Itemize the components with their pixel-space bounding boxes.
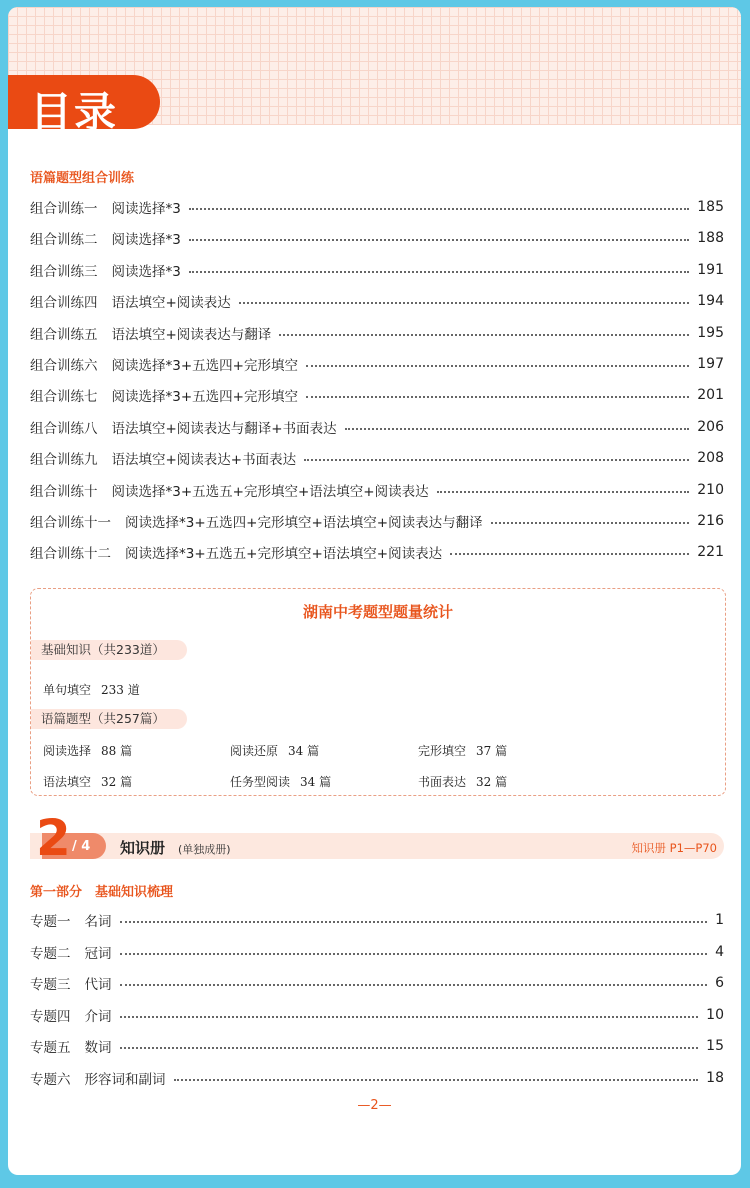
toc-leader-dots <box>120 984 708 986</box>
toc-title: 语法填空+阅读表达 <box>111 295 231 312</box>
stat-name: 阅读选择 <box>43 744 92 758</box>
toc-title: 数词 <box>84 1040 112 1057</box>
toc-label: 专题五 <box>30 1040 71 1057</box>
toc-row[interactable] <box>30 447 724 469</box>
toc-page-number: 194 <box>697 293 724 310</box>
stat-item <box>43 742 132 759</box>
toc-page-number: 206 <box>697 418 724 435</box>
toc-row[interactable] <box>30 1004 724 1026</box>
stat-item <box>418 742 507 759</box>
toc-title: 阅读选择*3 <box>111 201 181 217</box>
toc-label: 专题六 <box>30 1072 71 1088</box>
toc-title: 阅读选择*3+五选四+完形填空+语法填空+阅读表达与翻译 <box>125 515 483 531</box>
toc-title: 名词 <box>84 914 112 930</box>
page-title: 目录 <box>30 88 119 137</box>
toc-leader-dots <box>174 1079 699 1081</box>
toc-leader-dots <box>189 239 689 241</box>
toc-title: 阅读选择*3+五选四+完形填空 <box>111 389 298 406</box>
toc-label: 专题三 <box>30 977 71 994</box>
toc-row[interactable] <box>30 384 724 406</box>
toc-label: 组合训练四 <box>30 295 98 312</box>
stat-item <box>43 773 132 790</box>
stat-name: 阅读还原 <box>230 744 279 758</box>
toc-label: 组合训练十二 <box>30 546 111 563</box>
stat-count: 88 篇 <box>101 744 133 758</box>
toc-label: 组合训练二 <box>30 232 98 249</box>
toc-leader-dots <box>189 271 689 273</box>
toc-title: 形容词和副词 <box>84 1072 166 1088</box>
toc-row[interactable] <box>30 1067 724 1089</box>
toc-label: 组合训练七 <box>30 389 98 406</box>
toc-row[interactable] <box>30 322 724 344</box>
toc-page-number: 185 <box>697 199 724 215</box>
stat-count: 32 篇 <box>476 775 508 789</box>
toc-label: 组合训练一 <box>30 201 98 217</box>
toc-leader-dots <box>239 302 689 304</box>
toc-page-number: 18 <box>706 1070 724 1086</box>
toc-title: 语法填空+阅读表达+书面表达 <box>111 452 297 469</box>
toc-page-number: 10 <box>706 1006 724 1023</box>
toc-title: 阅读选择*3 <box>111 232 181 249</box>
toc-row[interactable] <box>30 227 724 249</box>
page <box>8 7 741 1175</box>
stat-name: 完形填空 <box>418 744 467 758</box>
stats-box <box>30 588 726 796</box>
toc-page-number: 188 <box>697 230 724 247</box>
toc-title: 代词 <box>84 977 112 994</box>
toc-title: 语法填空+阅读表达与翻译+书面表达 <box>111 420 337 437</box>
toc-label: 组合训练十一 <box>30 515 111 531</box>
toc-label: 专题二 <box>30 945 71 962</box>
stat-item <box>418 773 507 790</box>
toc-title: 阅读选择*3+五选五+完形填空+语法填空+阅读表达 <box>111 483 429 500</box>
toc-row[interactable] <box>30 353 724 375</box>
toc-row[interactable] <box>30 909 724 931</box>
part-number: 2 <box>36 809 71 867</box>
stat-item <box>230 773 331 790</box>
toc-label: 组合训练六 <box>30 358 98 374</box>
toc-title: 阅读选择*3+五选五+完形填空+语法填空+阅读表达 <box>125 546 443 563</box>
toc-label: 专题一 <box>30 914 71 930</box>
stat-name: 任务型阅读 <box>230 775 291 789</box>
toc-title: 语法填空+阅读表达与翻译 <box>111 326 272 343</box>
toc-page-number: 195 <box>697 324 724 341</box>
toc-leader-dots <box>491 522 690 524</box>
page-number: —2— <box>357 1098 392 1113</box>
toc-page-number: 216 <box>697 513 724 529</box>
toc-label: 组合训练五 <box>30 326 98 343</box>
toc-leader-dots <box>120 921 708 923</box>
toc-leader-dots <box>306 396 689 398</box>
stat-count: 34 篇 <box>288 744 320 758</box>
toc-page-number: 197 <box>697 356 724 372</box>
toc-leader-dots <box>189 208 689 210</box>
toc-row[interactable] <box>30 510 724 532</box>
toc-row[interactable] <box>30 479 724 501</box>
section-heading-passage: 语篇题型组合训练 <box>30 171 135 186</box>
toc-leader-dots <box>120 1016 699 1018</box>
toc-row[interactable] <box>30 1035 724 1057</box>
toc-page-number: 221 <box>697 544 724 561</box>
toc-page-number: 191 <box>697 261 724 278</box>
toc-page-number: 201 <box>697 387 724 404</box>
stat-count: 32 篇 <box>101 775 133 789</box>
toc-page-number: 15 <box>706 1038 724 1055</box>
toc-row[interactable] <box>30 259 724 281</box>
part-total: / 4 <box>72 839 91 854</box>
toc-page-number: 6 <box>715 975 724 992</box>
toc-title: 阅读选择*3+五选四+完形填空 <box>111 358 298 374</box>
stat-count: 34 篇 <box>300 775 332 789</box>
toc-row[interactable] <box>30 416 724 438</box>
part-page-range: 知识册 P1—P70 <box>631 841 717 855</box>
toc-leader-dots <box>304 459 689 461</box>
basic-knowledge-pill: 基础知识（共233道） <box>31 640 187 660</box>
stat-count: 37 篇 <box>476 744 508 758</box>
stat-name: 书面表达 <box>418 775 467 789</box>
toc-page-number: 210 <box>697 481 724 498</box>
stat-count: 233 道 <box>101 683 140 697</box>
toc-label: 组合训练三 <box>30 263 98 280</box>
toc-row[interactable] <box>30 541 724 563</box>
toc-title: 介词 <box>84 1008 112 1025</box>
passage-type-pill: 语篇题型（共257篇） <box>31 709 187 729</box>
toc-label: 组合训练十 <box>30 483 98 500</box>
toc-page-number: 4 <box>715 943 724 960</box>
stats-title: 湖南中考题型题量统计 <box>302 603 453 621</box>
toc-row[interactable] <box>30 290 724 312</box>
toc-row[interactable] <box>30 972 724 994</box>
stat-name: 语法填空 <box>43 775 92 789</box>
toc-leader-dots <box>279 334 689 336</box>
toc-title: 冠词 <box>84 945 112 962</box>
section-heading-basic: 第一部分 基础知识梳理 <box>30 885 174 900</box>
toc-row[interactable] <box>30 196 724 218</box>
toc-leader-dots <box>345 428 690 430</box>
toc-leader-dots <box>306 365 689 367</box>
toc-label: 组合训练八 <box>30 420 98 437</box>
toc-leader-dots <box>437 491 690 493</box>
toc-page-number: 208 <box>697 450 724 467</box>
stat-item <box>43 681 140 698</box>
part-note: (单独成册) <box>178 843 231 856</box>
toc-title: 阅读选择*3 <box>111 263 181 280</box>
toc-label: 专题四 <box>30 1008 71 1025</box>
stat-item <box>230 742 319 759</box>
toc-leader-dots <box>120 1047 699 1049</box>
toc-row[interactable] <box>30 941 724 963</box>
toc-page-number: 1 <box>715 912 724 928</box>
toc-leader-dots <box>120 953 708 955</box>
stat-name: 单句填空 <box>43 683 92 697</box>
toc-leader-dots <box>450 553 689 555</box>
toc-label: 组合训练九 <box>30 452 98 469</box>
part-title: 知识册 <box>120 839 166 857</box>
